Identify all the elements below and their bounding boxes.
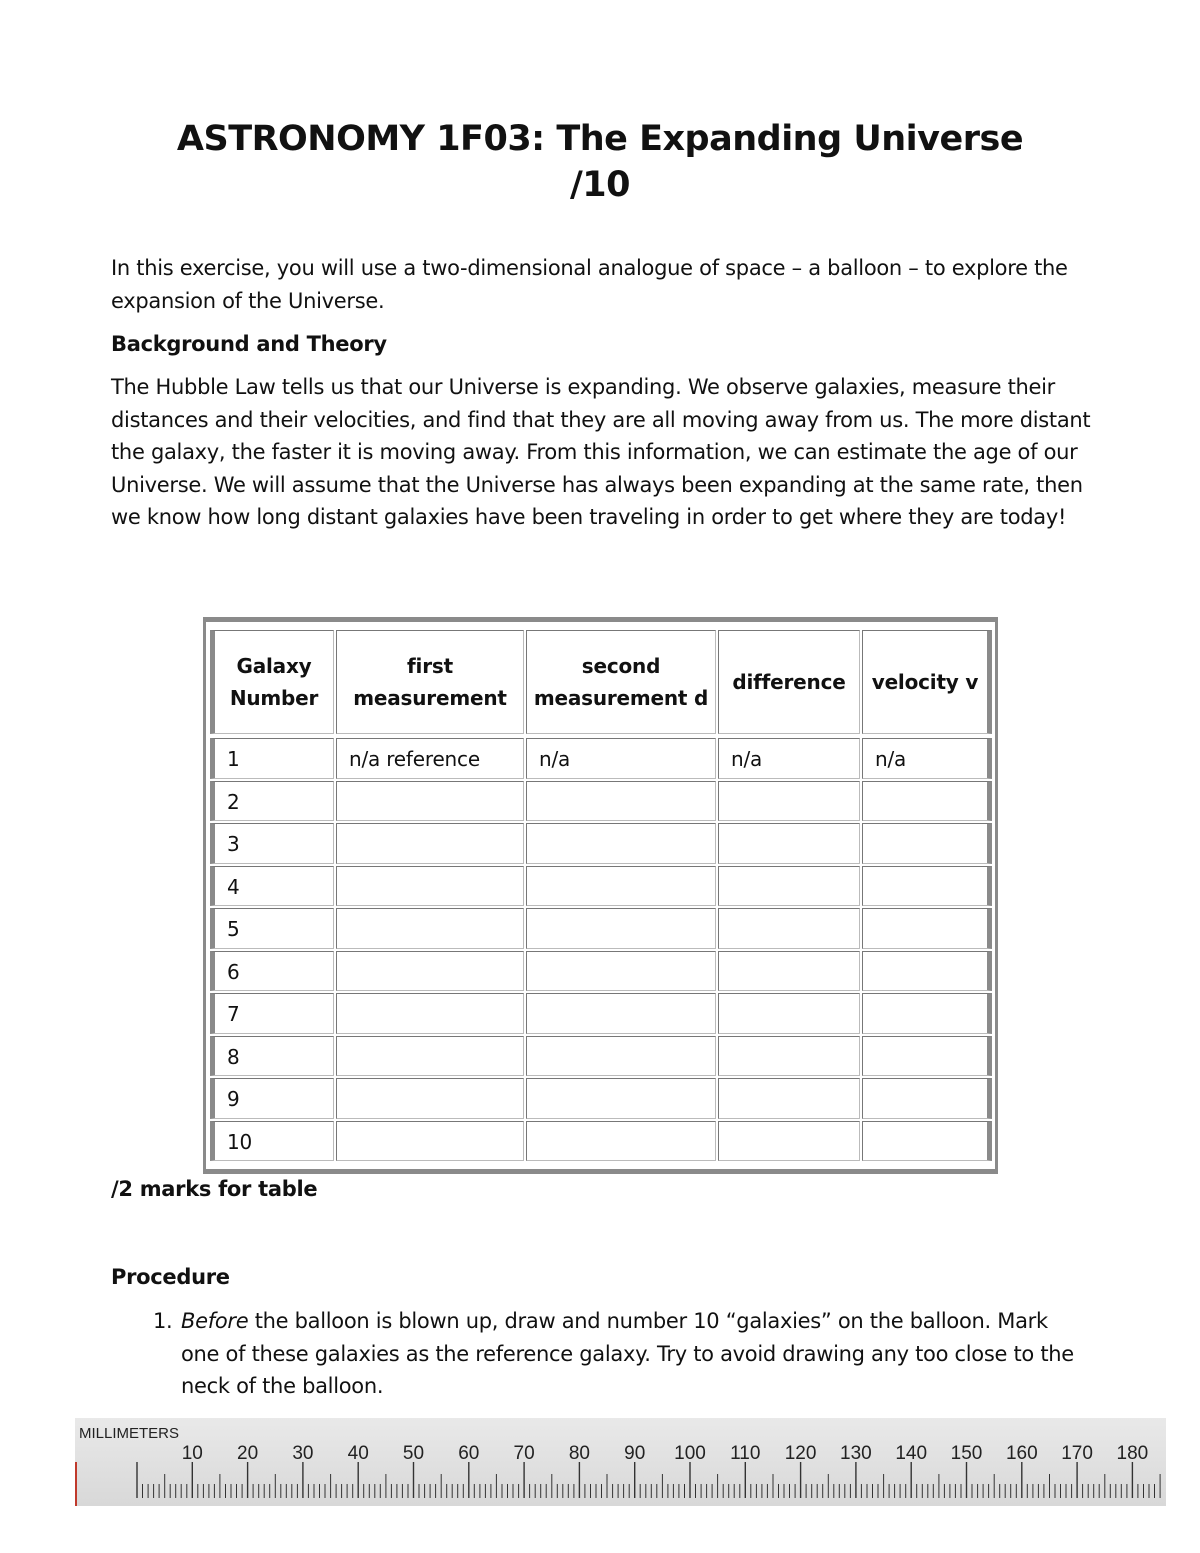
ruler-label: 160 (1005, 1443, 1038, 1464)
cell-galaxy-number: 7 (210, 993, 334, 1034)
cell-difference[interactable] (718, 866, 860, 907)
cell-difference[interactable] (718, 1078, 860, 1119)
millimeter-ruler (75, 1418, 1166, 1506)
cell-second-measurement[interactable] (526, 866, 716, 907)
ruler-label: 30 (292, 1443, 314, 1464)
cell-first-measurement[interactable] (336, 823, 524, 864)
intro-paragraph: In this exercise, you will use a two-dimensional analogue of space – a balloon – to explore the expansion of the Universe. (111, 256, 1068, 313)
ruler-label: 110 (730, 1443, 761, 1464)
step-text (181, 1305, 1091, 1403)
step-number: 1. (153, 1309, 173, 1333)
cell-second-measurement[interactable] (526, 993, 716, 1034)
cell-velocity[interactable] (862, 993, 992, 1034)
cell-velocity[interactable]: n/a (862, 738, 992, 779)
ruler-label: 100 (674, 1443, 706, 1464)
cell-galaxy-number: 9 (210, 1078, 334, 1119)
ruler-label: 90 (624, 1443, 646, 1464)
header-galaxy-number: Galaxy Number (210, 630, 334, 734)
ruler-label: 50 (402, 1443, 425, 1464)
cell-velocity[interactable] (862, 866, 992, 907)
ruler-label: 170 (1061, 1443, 1093, 1464)
marks-note: /2 marks for table (111, 1177, 318, 1201)
cell-second-measurement[interactable]: n/a (526, 738, 716, 779)
cell-galaxy-number: 5 (210, 908, 334, 949)
cell-difference[interactable] (718, 951, 860, 992)
header-first-measurement: first measurement (336, 630, 524, 734)
cell-galaxy-number: 2 (210, 781, 334, 822)
ruler-label: 80 (568, 1443, 590, 1464)
cell-difference[interactable] (718, 908, 860, 949)
cell-first-measurement[interactable] (336, 1121, 524, 1162)
cell-difference[interactable] (718, 993, 860, 1034)
header-difference: difference (718, 630, 860, 734)
cell-velocity[interactable] (862, 1078, 992, 1119)
cell-first-measurement[interactable] (336, 908, 524, 949)
cell-first-measurement[interactable]: n/a reference (336, 738, 524, 779)
step-emphasis: Before (181, 1309, 249, 1333)
cell-second-measurement[interactable] (526, 1036, 716, 1077)
cell-second-measurement[interactable] (526, 823, 716, 864)
cell-second-measurement[interactable] (526, 781, 716, 822)
step-body: the balloon is blown up, draw and number 10 “galaxies” on the balloon. Mark one of these galaxies as the reference galaxy. Try to avoid drawing any too close to the neck of the balloon. (181, 1309, 1074, 1398)
cell-difference[interactable] (718, 1121, 860, 1162)
cell-velocity[interactable] (862, 951, 992, 992)
cell-difference[interactable] (718, 781, 860, 822)
cell-galaxy-number: 6 (210, 951, 334, 992)
cell-galaxy-number: 10 (210, 1121, 334, 1162)
cell-first-measurement[interactable] (336, 993, 524, 1034)
cell-velocity[interactable] (862, 823, 992, 864)
ruler-label: 180 (1116, 1443, 1149, 1464)
title-line-1: ASTRONOMY 1F03: The Expanding Universe (176, 119, 1024, 159)
ruler-label: 150 (950, 1443, 983, 1464)
cell-difference[interactable] (718, 1036, 860, 1077)
cell-difference[interactable] (718, 823, 860, 864)
background-paragraph: The Hubble Law tells us that our Universe is expanding. We observe galaxies, measure their distances and their velocities, and find that they are all moving away from us. The more distant the galaxy, the faster it is moving away. From this information, we can estimate the age of our Universe. We will assume that the Universe has always been expanding at the same rate, then we know how long distant galaxies have been traveling in order to get where they are today! (111, 375, 1091, 529)
ruler-unit-label: MILLIMETERS (79, 1425, 180, 1442)
ruler-label: 40 (347, 1443, 369, 1464)
ruler-label: 140 (895, 1443, 928, 1464)
header-velocity: velocity v (862, 630, 992, 734)
ruler-label: 70 (513, 1443, 535, 1464)
header-second-measurement: second measurement d (526, 630, 716, 734)
cell-second-measurement[interactable] (526, 908, 716, 949)
ruler-label: 120 (784, 1443, 817, 1464)
ruler-graphic (75, 1418, 1166, 1506)
cell-difference[interactable]: n/a (718, 738, 860, 779)
cell-second-measurement[interactable] (526, 951, 716, 992)
title-line-2: /10 (570, 165, 630, 205)
cell-second-measurement[interactable] (526, 1078, 716, 1119)
cell-first-measurement[interactable] (336, 866, 524, 907)
cell-galaxy-number: 3 (210, 823, 334, 864)
cell-galaxy-number: 4 (210, 866, 334, 907)
cell-second-measurement[interactable] (526, 1121, 716, 1162)
cell-velocity[interactable] (862, 781, 992, 822)
cell-first-measurement[interactable] (336, 1078, 524, 1119)
ruler-label: 60 (458, 1443, 480, 1464)
procedure-heading: Procedure (111, 1265, 230, 1289)
ruler-label: 20 (237, 1443, 259, 1464)
ruler-label: 10 (181, 1443, 203, 1464)
cell-velocity[interactable] (862, 1121, 992, 1162)
cell-first-measurement[interactable] (336, 781, 524, 822)
cell-first-measurement[interactable] (336, 951, 524, 992)
table-body (206, 622, 995, 1169)
cell-galaxy-number: 8 (210, 1036, 334, 1077)
cell-velocity[interactable] (862, 908, 992, 949)
page-title (0, 116, 1200, 208)
measurement-table (203, 617, 998, 1174)
cell-galaxy-number: 1 (210, 738, 334, 779)
cell-first-measurement[interactable] (336, 1036, 524, 1077)
background-heading: Background and Theory (111, 332, 387, 356)
ruler-label: 130 (840, 1443, 872, 1464)
cell-velocity[interactable] (862, 1036, 992, 1077)
